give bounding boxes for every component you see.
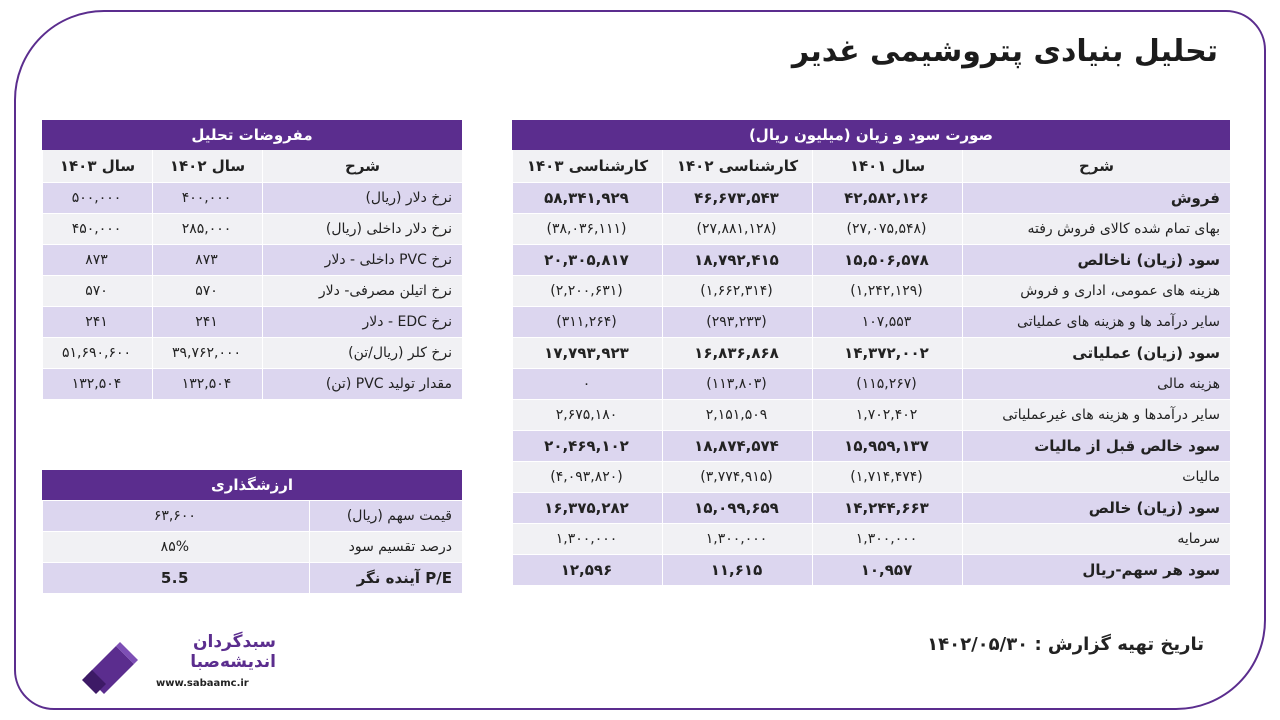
logo-mark-icon [76,630,148,702]
table-row [42,562,462,593]
row-label: مقدار تولید PVC (تن) [262,368,462,399]
table-row [42,368,462,399]
value-1403: ۱,۳۰۰,۰۰۰ [512,523,662,554]
assumptions-caption: مفروضات تحلیل [42,120,462,150]
value-1401: ۱۴,۳۷۲,۰۰۲ [812,337,962,368]
assumptions-header-row [42,150,462,182]
table-row [42,531,462,562]
row-label: نرخ دلار داخلی (ریال) [262,213,462,244]
table-row [42,213,462,244]
row-value: ۸۵% [42,531,309,562]
column-header: شرح [962,150,1230,182]
value-1401: ۱۰۷,۵۵۳ [812,306,962,337]
logo-name-line1: سبدگردان [193,632,276,652]
table-row [512,306,1230,337]
value-1403: ۰ [512,368,662,399]
value-1403: (۲,۲۰۰,۶۳۱) [512,275,662,306]
row-label: نرخ دلار (ریال) [262,182,462,213]
value-1402: ۱,۳۰۰,۰۰۰ [662,523,812,554]
row-label: سایر درآمدها و هزینه های غیرعملیاتی [962,399,1230,430]
logo-name-line2: اندیشه‌صبا [190,652,276,672]
value-1402: ۱۵,۰۹۹,۶۵۹ [662,492,812,523]
row-label: سود خالص قبل از مالیات [962,430,1230,461]
value-1402: ۴۰۰,۰۰۰ [152,182,262,213]
row-label: نرخ PVC داخلی - دلار [262,244,462,275]
table-row [512,368,1230,399]
row-value: ۶۳,۶۰۰ [42,500,309,531]
logo-name [156,632,276,672]
table-row [512,430,1230,461]
row-label: P/E آینده نگر [309,562,462,593]
value-1402: ۴۶,۶۷۳,۵۴۳ [662,182,812,213]
value-1401: ۱۴,۲۴۴,۶۶۳ [812,492,962,523]
income-statement-caption: صورت سود و زیان (میلیون ریال) [512,120,1230,150]
table-row [512,244,1230,275]
value-1403: ۱۶,۳۷۵,۲۸۲ [512,492,662,523]
table-row [42,306,462,337]
income-statement-header-row [512,150,1230,182]
value-1401: ۱,۳۰۰,۰۰۰ [812,523,962,554]
value-1402: (۲۹۳,۲۳۳) [662,306,812,337]
value-1403: (۳۸,۰۳۶,۱۱۱) [512,213,662,244]
value-1403: (۴,۰۹۳,۸۲۰) [512,461,662,492]
table-row [512,554,1230,585]
value-1401: ۴۲,۵۸۲,۱۲۶ [812,182,962,213]
valuation-caption: ارزشگذاری [42,470,462,500]
table-row [512,337,1230,368]
column-header: سال ۱۴۰۳ [42,150,152,182]
row-label: سود (زیان) خالص [962,492,1230,523]
value-1402: ۱۸,۷۹۲,۴۱۵ [662,244,812,275]
value-1403: (۳۱۱,۲۶۴) [512,306,662,337]
value-1403: ۵۱,۶۹۰,۶۰۰ [42,337,152,368]
valuation-table [42,470,462,593]
value-1401: ۱۰,۹۵۷ [812,554,962,585]
table-row [512,523,1230,554]
value-1402: ۸۷۳ [152,244,262,275]
value-1402: ۱۸,۸۷۴,۵۷۴ [662,430,812,461]
value-1403: ۸۷۳ [42,244,152,275]
assumptions-table [42,120,462,399]
value-1402: (۱,۶۶۲,۳۱۴) [662,275,812,306]
value-1403: ۵۷۰ [42,275,152,306]
value-1403: ۱۳۲,۵۰۴ [42,368,152,399]
value-1403: ۵۸,۳۴۱,۹۲۹ [512,182,662,213]
table-row [512,213,1230,244]
value-1402: ۱۶,۸۳۶,۸۶۸ [662,337,812,368]
page-title: تحلیل بنیادی پتروشیمی غدیر [791,34,1218,69]
value-1403: ۲۴۱ [42,306,152,337]
row-label: سرمایه [962,523,1230,554]
value-1402: (۳,۷۷۴,۹۱۵) [662,461,812,492]
column-header: سال ۱۴۰۱ [812,150,962,182]
value-1402: ۱۱,۶۱۵ [662,554,812,585]
value-1401: ۱۵,۹۵۹,۱۳۷ [812,430,962,461]
value-1403: ۲,۶۷۵,۱۸۰ [512,399,662,430]
row-label: نرخ EDC - دلار [262,306,462,337]
value-1402: ۲۴۱ [152,306,262,337]
value-1402: (۱۱۳,۸۰۳) [662,368,812,399]
row-label: مالیات [962,461,1230,492]
value-1402: ۱۳۲,۵۰۴ [152,368,262,399]
table-row [42,244,462,275]
table-row [42,337,462,368]
value-1401: ۱۵,۵۰۶,۵۷۸ [812,244,962,275]
value-1402: ۵۷۰ [152,275,262,306]
row-value: 5.5 [42,562,309,593]
value-1403: ۵۰۰,۰۰۰ [42,182,152,213]
row-label: سود هر سهم-ریال [962,554,1230,585]
row-label: سایر درآمد ها و هزینه های عملیاتی [962,306,1230,337]
company-logo [76,628,276,706]
row-label: هزینه مالی [962,368,1230,399]
row-label: فروش [962,182,1230,213]
row-label: نرخ اتیلن مصرفی- دلار [262,275,462,306]
logo-url: www.sabaamc.ir [156,678,249,689]
table-row [42,182,462,213]
value-1401: (۱,۷۱۴,۴۷۴) [812,461,962,492]
report-date: تاریخ تهیه گزارش : ۱۴۰۲/۰۵/۳۰ [927,634,1204,655]
column-header: کارشناسی ۱۴۰۳ [512,150,662,182]
row-label: سود (زیان) عملیاتی [962,337,1230,368]
value-1403: ۴۵۰,۰۰۰ [42,213,152,244]
table-row [512,275,1230,306]
column-header: سال ۱۴۰۲ [152,150,262,182]
value-1403: ۲۰,۳۰۵,۸۱۷ [512,244,662,275]
table-row [512,492,1230,523]
row-label: سود (زیان) ناخالص [962,244,1230,275]
value-1402: ۳۹,۷۶۲,۰۰۰ [152,337,262,368]
value-1402: ۲۸۵,۰۰۰ [152,213,262,244]
column-header: شرح [262,150,462,182]
row-label: هزینه های عمومی، اداری و فروش [962,275,1230,306]
row-label: بهای تمام شده کالای فروش رفته [962,213,1230,244]
table-row [512,461,1230,492]
income-statement-table [512,120,1230,585]
value-1401: ۱,۷۰۲,۴۰۲ [812,399,962,430]
value-1401: (۱۱۵,۲۶۷) [812,368,962,399]
value-1402: ۲,۱۵۱,۵۰۹ [662,399,812,430]
row-label: قیمت سهم (ریال) [309,500,462,531]
row-label: درصد تقسیم سود [309,531,462,562]
table-row [512,399,1230,430]
value-1401: (۲۷,۰۷۵,۵۴۸) [812,213,962,244]
table-row [42,500,462,531]
column-header: کارشناسی ۱۴۰۲ [662,150,812,182]
row-label: نرخ کلر (ریال/تن) [262,337,462,368]
table-row [512,182,1230,213]
value-1403: ۱۲,۵۹۶ [512,554,662,585]
value-1403: ۱۷,۷۹۳,۹۲۳ [512,337,662,368]
value-1403: ۲۰,۴۶۹,۱۰۲ [512,430,662,461]
table-row [42,275,462,306]
value-1401: (۱,۲۴۲,۱۲۹) [812,275,962,306]
value-1402: (۲۷,۸۸۱,۱۲۸) [662,213,812,244]
